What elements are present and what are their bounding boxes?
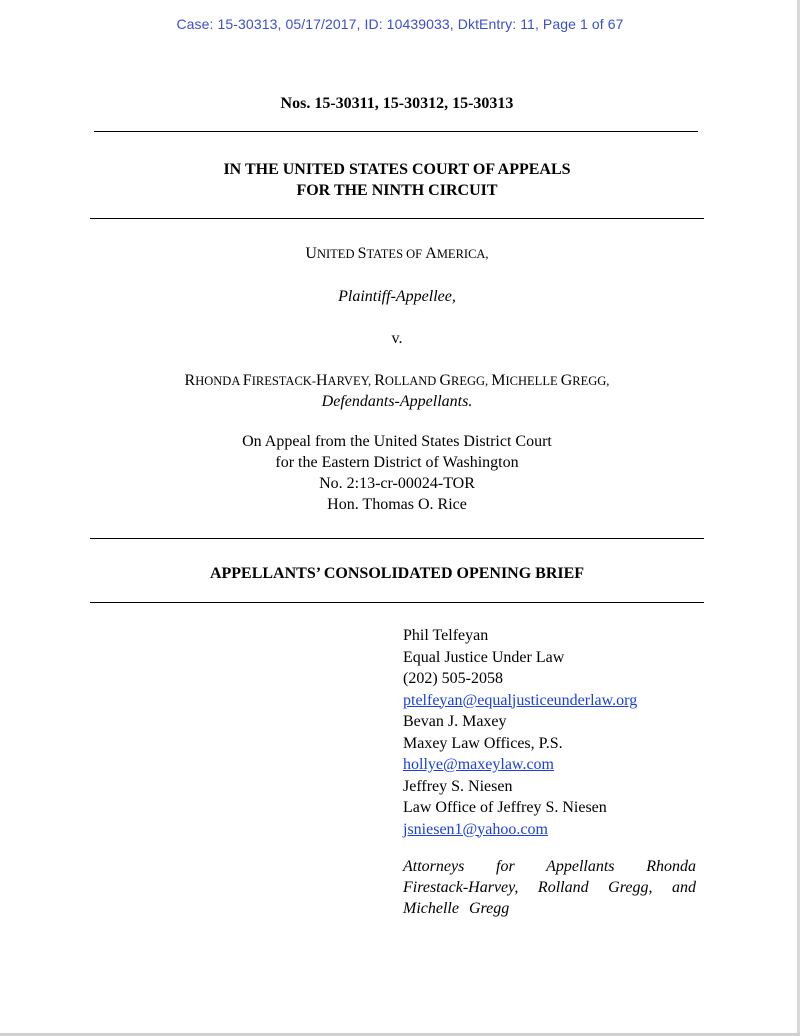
defendant-name-part: ICHELLE — [505, 374, 561, 388]
versus: v. — [391, 330, 403, 347]
counsel-email-link[interactable]: ptelfeyan@equaljusticeunderlaw.org — [403, 691, 638, 709]
counsel-firm: Equal Justice Under Law — [403, 648, 565, 666]
defendant-name-part: G — [560, 372, 573, 389]
counsel-firm: Law Office of Jeffrey S. Niesen — [403, 799, 607, 816]
attorneys-for-statement: Attorneys for Appellants Rhonda Firestack-Harvey, Rolland Gregg, and Michelle Gregg — [403, 858, 696, 917]
plaintiff-name-part: A — [425, 245, 437, 262]
plaintiff-name-part: MERICA, — [436, 247, 489, 261]
case-numbers-underline — [94, 131, 698, 132]
counsel-firm: Maxey Law Offices, P.S. — [403, 734, 563, 752]
defendant-name-part: IRESTACK- — [251, 374, 316, 388]
divider-1 — [90, 218, 704, 219]
defendant-name-part: G — [439, 372, 451, 389]
counsel-name: Jeffrey S. Niesen — [403, 777, 513, 795]
counsel-phone: (202) 505-2058 — [403, 670, 503, 687]
defendant-name-part: HONDA — [195, 374, 243, 388]
plaintiff-name-part: TATES OF — [366, 247, 426, 261]
court-name-line2: FOR THE NINTH CIRCUIT — [296, 182, 498, 199]
counsel-email-link[interactable]: jsniesen1@yahoo.com — [403, 820, 548, 838]
plaintiff-name — [90, 243, 704, 265]
counsel-name: Phil Telfeyan — [403, 627, 489, 644]
appeal-judge: Hon. Thomas O. Rice — [327, 496, 467, 513]
court-name — [90, 159, 704, 201]
plaintiff-name-part: S — [357, 245, 367, 262]
defendant-name-part: R — [184, 372, 196, 389]
defendant-name-part: REGG, — [572, 374, 610, 388]
defendant-name-part: F — [242, 372, 252, 389]
defendant-name-part: OLLAND — [384, 374, 440, 388]
appeal-info — [90, 431, 704, 515]
counsel-block — [403, 625, 696, 840]
brief-title: APPELLANTS’ CONSOLIDATED OPENING BRIEF — [209, 565, 585, 582]
appeal-case-number: No. 2:13-cr-00024-TOR — [319, 475, 475, 492]
counsel-email-link[interactable]: hollye@maxeylaw.com — [403, 756, 554, 773]
defendant-name-part: H — [315, 372, 328, 389]
divider-3 — [90, 602, 704, 603]
appeal-line1: On Appeal from the United States District Court — [242, 433, 552, 450]
defendants-role: Defendants-Appellants. — [321, 393, 473, 410]
defendant-name-part: R — [374, 372, 385, 389]
plaintiff-name-part: NITED — [316, 247, 358, 261]
court-name-line1: IN THE UNITED STATES COURT OF APPEALS — [223, 161, 571, 178]
plaintiff-name-part: U — [305, 245, 317, 262]
counsel-name: Bevan J. Maxey — [403, 713, 507, 730]
appeal-line2: for the Eastern District of Washington — [275, 454, 519, 471]
defendant-name-part: M — [491, 372, 506, 389]
defendants-names — [90, 370, 704, 392]
defendant-name-part: ARVEY, — [327, 374, 375, 388]
defendant-name-part: REGG, — [451, 374, 492, 388]
case-numbers: Nos. 15-30311, 15-30312, 15-30313 — [280, 95, 514, 112]
docket-stamp: Case: 15-30313, 05/17/2017, ID: 10439033, DktEntry: 11, Page 1 of 67 — [176, 16, 624, 32]
plaintiff-role: Plaintiff-Appellee, — [338, 288, 456, 305]
divider-2 — [90, 538, 704, 539]
